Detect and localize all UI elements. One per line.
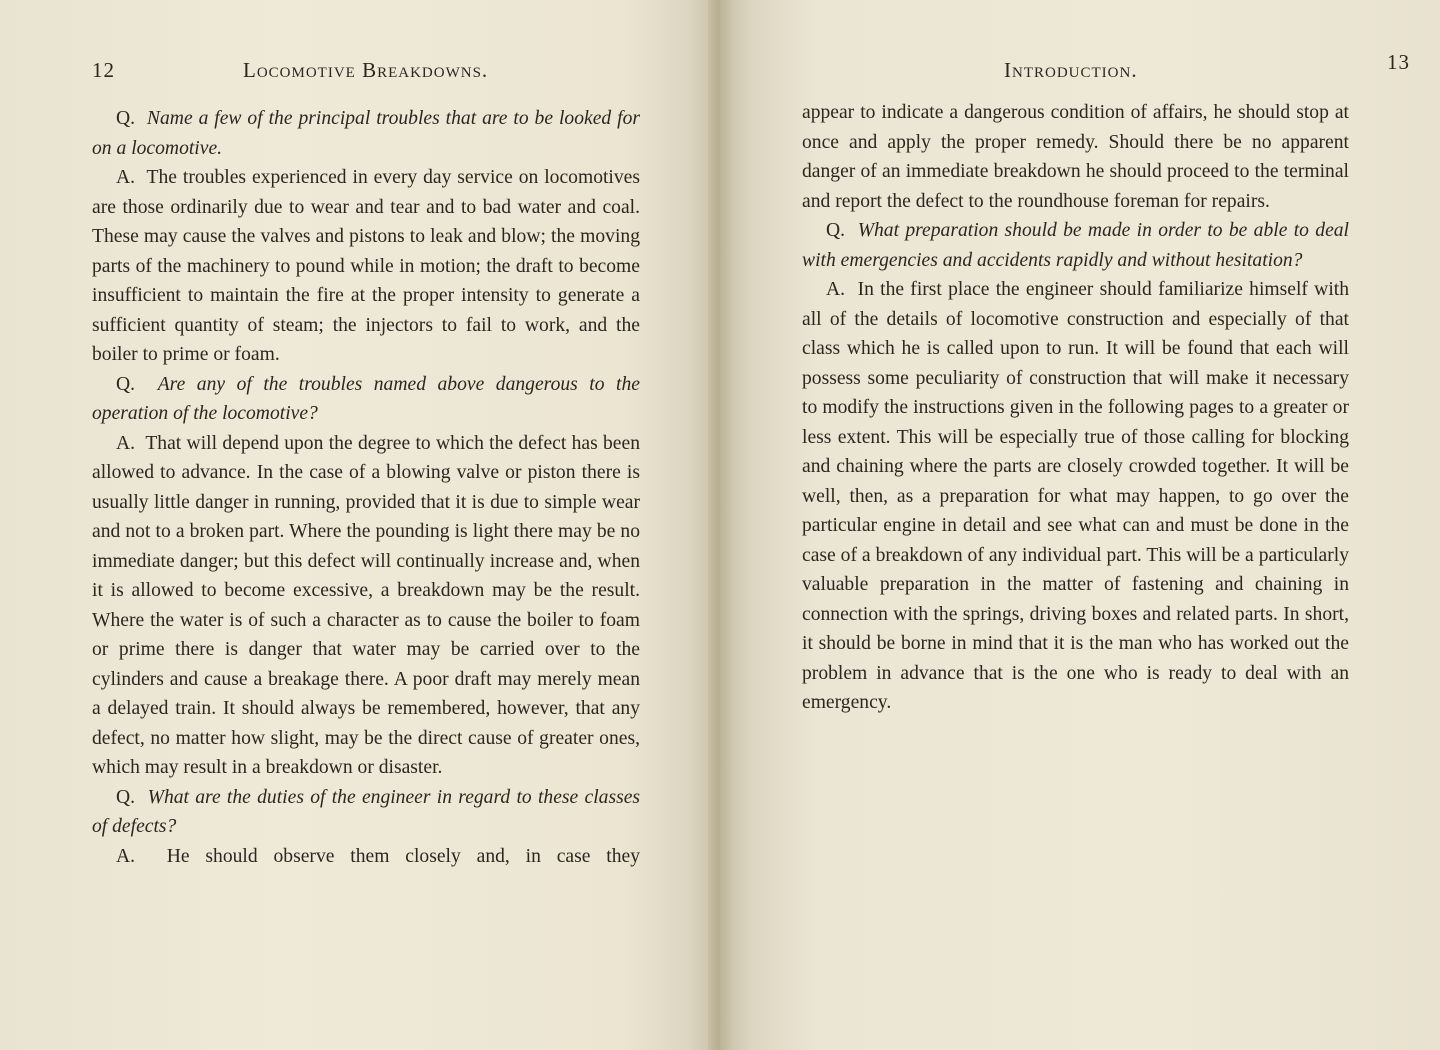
question-marker: Q. [116, 108, 136, 129]
answer-marker: A. [826, 279, 846, 300]
question-text: What are the duties of the engineer in regard to these classes of defects? [92, 786, 641, 837]
left-page-header [92, 56, 652, 86]
answer-text: In the first place the engineer should familiarize himself with all of the details of locomotive construction and especially of that class which he is called upon to run. It will be found that each will possess some peculiarity of construction that will make it necessary to modify the instructions given in the following pages to a greater or less extent. This will be especially true of those calling for blocking and chaining where the parts are closely crowded together. It will be well, then, as a preparation for what may happen, to go over the particular engine in detail and see what can and must be done in the case of a breakdown of any individual part. This will be a particularly valuable preparation in the matter of fastening and chaining in connection with the springs, driving boxes and related parts. In short, it should be borne in mind that it is the man who has worked out the problem in advance that is the one who is ready to deal with an emergency. [802, 279, 1350, 713]
question-marker: Q. [116, 786, 136, 808]
answer-paragraph [92, 163, 640, 370]
left-page-body [92, 104, 640, 871]
question-text: Are any of the troubles named above dangerous to the operation of the locomotive? [92, 373, 640, 424]
answer-paragraph [92, 429, 640, 783]
continued-paragraph: appear to indicate a dangerous condition of affairs, he should stop at once and apply the proper remedy. Should there be no apparent danger of an immediate breakdown he should proceed to the terminal and report the defect to the roundhouse foreman for repairs. [802, 102, 1349, 212]
answer-paragraph [92, 842, 640, 872]
book-gutter [708, 0, 732, 1050]
question-paragraph [92, 104, 640, 163]
question-text: What preparation should be made in order to be able to deal with emergencies and accidents rapidly and without hesitation? [802, 220, 1350, 271]
answer-text: He should observe them closely and, in case they [166, 845, 641, 867]
answer-marker: A. [116, 432, 136, 454]
question-paragraph [92, 783, 640, 842]
question-paragraph [802, 216, 1349, 275]
answer-text: That will depend upon the degree to which the defect has been allowed to advance. In the case of a blowing valve or piston there is usually little danger in running, provided that it is due to simple wear and not to a broken part. Where the pounding is light there may be no immediate danger; but this defect will continually increase and, when it is allowed to become excessive, a breakdown may be the result. Where the water is of such a character as to cause the boiler to foam or prime there is danger that water may be carried over to the cylinders and cause a breakage there. A poor draft may merely mean a delayed train. It should always be remembered, however, that any defect, no matter how slight, may be the direct cause of greater ones, which may result in a breakdown or disaster. [92, 432, 640, 778]
page-number: 12 [92, 58, 115, 82]
right-page-body [802, 98, 1349, 718]
question-marker: Q. [826, 220, 846, 241]
page-number: 13 [1387, 50, 1410, 74]
right-page-header [802, 50, 1410, 86]
answer-marker: A. [116, 167, 136, 188]
question-paragraph [92, 370, 640, 429]
left-page [0, 0, 708, 1050]
answer-marker: A. [116, 845, 136, 867]
answer-paragraph [802, 275, 1349, 718]
right-page [732, 0, 1440, 1050]
question-marker: Q. [116, 373, 136, 395]
running-head: Locomotive Breakdowns. [243, 58, 489, 82]
question-text: Name a few of the principal troubles that are to be looked for on a locomotive. [92, 108, 640, 159]
answer-text: The troubles experienced in every day service on locomotives are those ordinarily due to wear and tear and to bad water and coal. These may cause the valves and pistons to leak and blow; the moving parts of the machinery to pound while in motion; the draft to become insufficient to maintain the fire at the proper intensity to generate a sufficient quantity of steam; the injectors to fail to work, and the boiler to prime or foam. [92, 167, 640, 365]
running-head: Introduction. [1004, 58, 1138, 82]
